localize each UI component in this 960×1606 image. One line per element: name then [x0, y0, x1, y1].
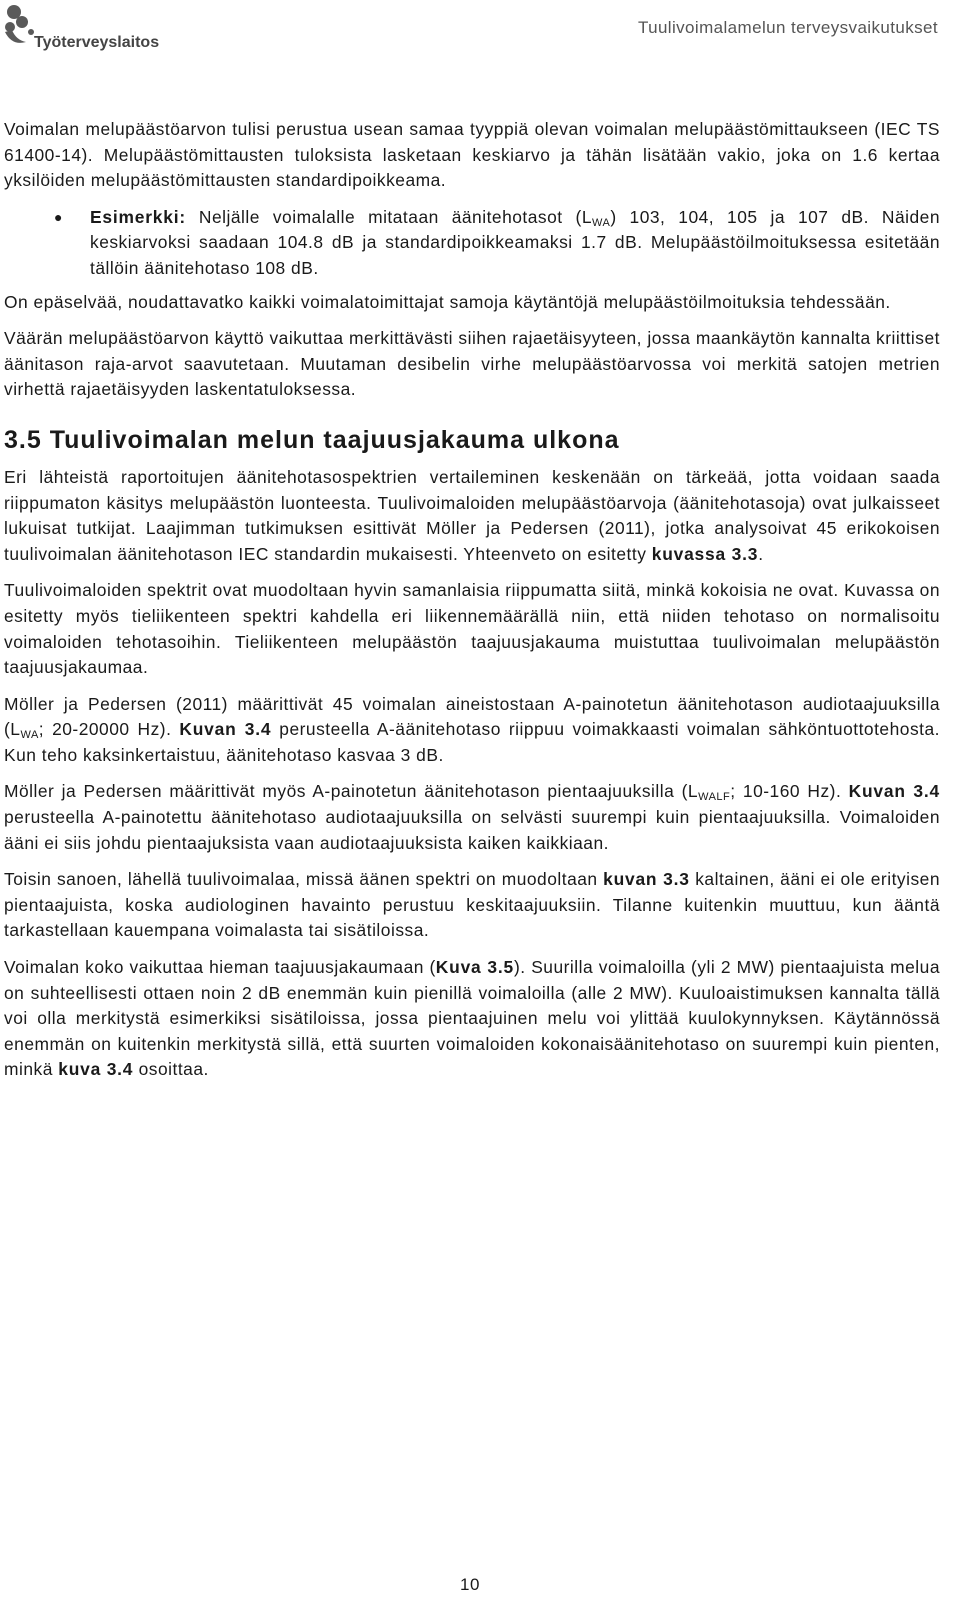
paragraph: Voimalan melupäästöarvon tulisi perustua usean samaa tyyppiä olevan voimalan melupäästömittaukseen (IEC TS 61400-14). Melupäästömittausten tuloksista lasketaan keskiarvo ja tähän lisätään vakio, joka on 1.6 kertaa yksilöiden melupäästömittausten standardipoikkeama. [4, 119, 940, 191]
section-heading: 3.5 Tuulivoimalan melun taajuusjakauma ulkona [4, 425, 620, 454]
paragraph: Voimalan koko vaikuttaa hieman taajuusjakaumaan (Kuva 3.5). Suurilla voimaloilla (yli 2 MW) pientaajuista melua on suhteellisesti ottaen noin 2 dB enemmän kuin pienillä voimaloilla (alle 2 MW). Kuuloaistimuksen kannalta tällä voi olla merkitystä esimerkiksi sisätiloissa, jossa pientaajuinen melu voi ylittää kuulokynnyksen. Käytännössä enemmän on kuitenkin merkitystä sillä, että suurten voimaloiden kokonaisäänitehotaso on suurempi kuin pienten, minkä kuva 3.4 osoittaa. [4, 957, 940, 1080]
figure-reference: Kuva 3.5 [435, 957, 514, 978]
paragraph: Tuulivoimaloiden spektrit ovat muodoltaan hyvin samanlaisia riippumatta siitä, minkä kokoisia ne ovat. Kuvassa on esitetty myös tieliikenteen spektri kahdella eri liikennemäärällä niin, että niiden tehotaso on normalisoitu voimaloiden tehotasoihin. Tieliikenteen melupäästön taajuusjakauma muistuttaa tuulivoimalan melupäästön taajuusjakaumaa. [4, 580, 940, 678]
example-list [4, 205, 940, 282]
paragraph: Eri lähteistä raportoitujen äänitehotasospektrien vertaileminen keskenään on tärkeää, jotta voidaan saada riippumaton käsitys melupäästön luonteesta. Tuulivoimaloiden melupäästöarvoja (äänitehotasoja) ovat julkaisseet lukuisat tutkijat. Laajimman tutkimuksen esittivät Möller ja Pedersen (2011), jotka analysoivat 45 erikokoisen tuulivoimalan äänitehotason IEC standardin mukaisesti. Yhteenveto on esitetty kuvassa 3.3. [4, 466, 940, 564]
header-title: Tuulivoimalamelun terveysvaikutukset [637, 18, 938, 37]
page-header [0, 0, 960, 60]
paragraph: On epäselvää, noudattavatko kaikki voimalatoimittajat samoja käytäntöjä melupäästöilmoituksia tehdessään. [4, 291, 891, 312]
figure-reference: kuvassa 3.3 [651, 543, 759, 564]
logo-text: Työterveyslaitos [34, 34, 160, 51]
figure-reference: Kuvan 3.4 [179, 719, 272, 740]
bullet-icon: ● [54, 208, 63, 225]
example-label: Esimerkki: [90, 206, 186, 227]
list-item: ● Esimerkki: Neljälle voimalalle mitataan äänitehotasot $(L_{WA})$ 103, 104, 105 ja 107 dB. Näiden keskiarvoksi saadaan 104.8 dB ja standardipoikkeamaksi 1.7 dB. Melupäästöilmoituksessa esitetään tällöin äänitehotaso 108 dB. [54, 206, 940, 278]
tyoterveyslaitos-logo [2, 2, 167, 54]
page-number: 10 [460, 1575, 480, 1594]
figure-reference: kuva 3.4 [58, 1059, 134, 1080]
paragraph: Toisin sanoen, lähellä tuulivoimalaa, missä äänen spektri on muodoltaan kuvan 3.3 kaltainen, ääni ei ole erityisen pientaajuista, koska audiologinen havainto perustuu keskitaajuuksiin. Tilanne kuitenkin muuttuu, kun ääntä tarkastellaan kauempana voimalasta tai sisätiloissa. [4, 869, 941, 941]
paragraph: Möller ja Pedersen (2011) määrittivät 45 voimalan aineistostaan A-painotetun äänitehotason audiotaajuuksilla ($L_{WA}$; 20-20000 Hz). Kuvan 3.4 perusteella A-äänitehotaso riippuu voimakkaasti voimalan sähköntuottotehosta. Kun teho kaksinkertaistuu, äänitehotaso kasvaa 3 dB. [4, 693, 940, 765]
paragraph: Möller ja Pedersen määrittivät myös A-painotetun äänitehotason pientaajuuksilla ($L_{WALF}$; 10-160 Hz). Kuvan 3.4 perusteella A-painotettu äänitehotaso audiotaajuuksilla on selvästi suurempi kuin pientaajuuksilla. Voimaloiden ääni ei siis johdu pientaajuksista vaan audiotaajuuksista kaiken kaikkiaan. [4, 781, 940, 853]
figure-reference: Kuvan 3.4 [848, 781, 940, 802]
document-body [4, 117, 940, 1094]
figure-reference: kuvan 3.3 [603, 869, 690, 890]
paragraph: Väärän melupäästöarvon käyttö vaikuttaa merkittävästi siihen rajaetäisyyteen, jossa maankäytön kannalta kriittiset äänitason raja-arvot saavutetaan. Muutaman desibelin virhe melupäästöarvossa voi merkitä satojen metrien virhettä rajaetäisyyden laskentatuloksessa. [4, 328, 940, 400]
